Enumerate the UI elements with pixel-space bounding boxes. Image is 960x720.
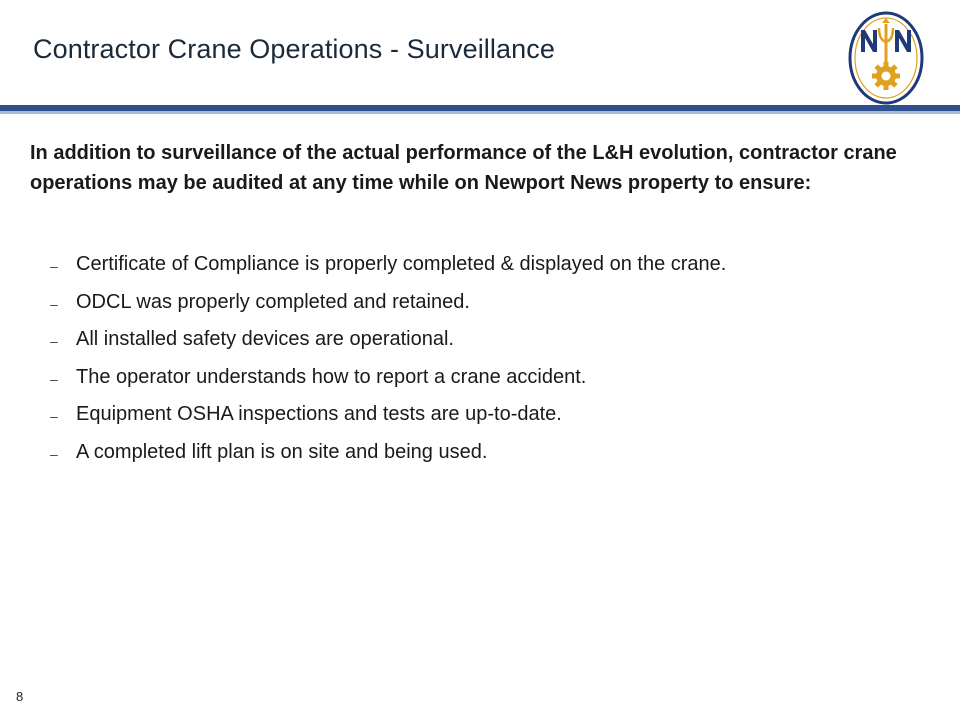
list-item — [50, 360, 950, 398]
requirements-list — [50, 247, 950, 473]
list-item — [50, 397, 950, 435]
list-item-text: The operator understands how to report a crane accident. — [76, 365, 587, 388]
dash-bullet-marker: – — [50, 295, 58, 312]
dash-bullet-marker: – — [50, 333, 58, 350]
dash-bullet-marker: – — [50, 445, 58, 462]
list-item — [50, 435, 950, 473]
dash-bullet-marker: – — [50, 408, 58, 425]
list-item-text: Certificate of Compliance is properly completed & displayed on the crane. — [76, 253, 727, 275]
intro-paragraph: In addition to surveillance of the actual performance of the L&H evolution, contractor crane operations may be audited at any time while on Newport News property to ensure: — [30, 142, 897, 194]
title-divider-accent — [0, 111, 960, 114]
list-item — [50, 285, 950, 323]
newport-news-shipbuilding-logo-icon — [846, 8, 926, 108]
dash-bullet-marker: – — [50, 258, 58, 274]
list-item-text: A completed lift plan is on site and being used. — [76, 440, 488, 463]
dash-bullet-marker: – — [50, 370, 58, 387]
slide-title: Contractor Crane Operations - Surveillance — [33, 34, 555, 64]
list-item-text: All installed safety devices are operational. — [76, 328, 454, 351]
list-item — [50, 247, 950, 285]
page-number: 8 — [16, 689, 24, 704]
list-item-text: Equipment OSHA inspections and tests are up-to-date. — [76, 403, 562, 426]
list-item-text: ODCL was properly completed and retained. — [76, 290, 470, 313]
list-item — [50, 322, 950, 360]
